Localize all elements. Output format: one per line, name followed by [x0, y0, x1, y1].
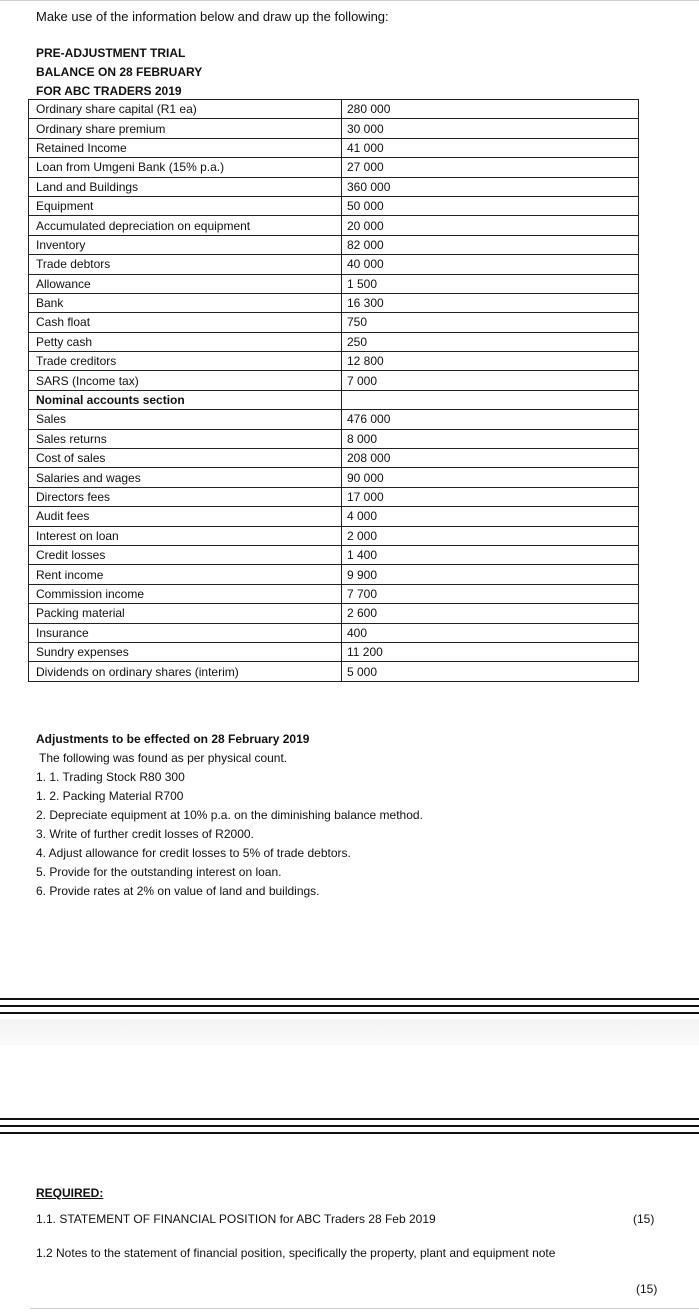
- trial-balance-heading-line-3: FOR ABC TRADERS 2019: [36, 84, 182, 98]
- trial-balance-table: [28, 99, 639, 682]
- trial-balance-heading-line-2: BALANCE ON 28 FEBRUARY: [36, 65, 203, 79]
- row-amount: 12 800: [342, 352, 639, 371]
- table-row: [29, 313, 639, 332]
- divider-line: [0, 1132, 699, 1134]
- table-row: [29, 526, 639, 545]
- row-amount: 7 000: [342, 371, 639, 390]
- table-row: [29, 196, 639, 215]
- table-row: [29, 119, 639, 138]
- row-amount: 2 600: [342, 604, 639, 623]
- table-row: [29, 468, 639, 487]
- row-amount: 30 000: [342, 119, 639, 138]
- row-amount: 50 000: [342, 196, 639, 215]
- table-row: [29, 371, 639, 390]
- row-label: Loan from Umgeni Bank (15% p.a.): [29, 158, 342, 177]
- table-row: [29, 138, 639, 157]
- row-label: SARS (Income tax): [29, 371, 342, 390]
- nominal-section-header-row: [29, 390, 639, 409]
- row-label: Cost of sales: [29, 449, 342, 468]
- table-row: [29, 158, 639, 177]
- row-label: Bank: [29, 293, 342, 312]
- row-amount: 20 000: [342, 216, 639, 235]
- row-amount: 82 000: [342, 235, 639, 254]
- table-row: [29, 274, 639, 293]
- row-label: Insurance: [29, 623, 342, 642]
- divider-line: [0, 1118, 699, 1120]
- row-label: Cash float: [29, 313, 342, 332]
- table-row: [29, 642, 639, 661]
- table-row: [29, 565, 639, 584]
- required-item-2: 1.2 Notes to the statement of financial position, specifically the property, plant and equipment note: [36, 1246, 556, 1260]
- table-row: [29, 662, 639, 681]
- required-item-1: 1.1. STATEMENT OF FINANCIAL POSITION for ABC Traders 28 Feb 2019: [36, 1212, 436, 1226]
- row-amount: 7 700: [342, 584, 639, 603]
- table-row: [29, 623, 639, 642]
- required-item-2-marks: (15): [636, 1282, 658, 1296]
- nominal-section-heading: Nominal accounts section: [29, 390, 342, 409]
- table-row: [29, 100, 639, 119]
- row-amount: 8 000: [342, 429, 639, 448]
- row-label: Salaries and wages: [29, 468, 342, 487]
- table-row: [29, 545, 639, 564]
- row-amount: 1 500: [342, 274, 639, 293]
- table-row: [29, 293, 639, 312]
- table-row: [29, 449, 639, 468]
- row-amount: 2 000: [342, 526, 639, 545]
- row-label: Dividends on ordinary shares (interim): [29, 662, 342, 681]
- adjustment-item: 5. Provide for the outstanding interest on loan.: [36, 865, 282, 879]
- required-heading: REQUIRED:: [36, 1186, 104, 1200]
- adjustments-section: [36, 730, 423, 901]
- row-label: Sundry expenses: [29, 642, 342, 661]
- adjustments-title: Adjustments to be effected on 28 February 2019: [36, 732, 310, 746]
- row-label: Trade debtors: [29, 255, 342, 274]
- adjustment-item: 4. Adjust allowance for credit losses to 5% of trade debtors.: [36, 846, 351, 860]
- row-amount: 17 000: [342, 487, 639, 506]
- table-row: [29, 352, 639, 371]
- row-label: Credit losses: [29, 545, 342, 564]
- row-label: Equipment: [29, 196, 342, 215]
- row-amount: 360 000: [342, 177, 639, 196]
- row-label: Directors fees: [29, 487, 342, 506]
- adjustments-subtitle: The following was found as per physical count.: [39, 751, 288, 765]
- row-amount: 280 000: [342, 100, 639, 119]
- row-label: Ordinary share capital (R1 ea): [29, 100, 342, 119]
- row-amount: 16 300: [342, 293, 639, 312]
- table-row: [29, 507, 639, 526]
- adjustment-item: 3. Write of further credit losses of R2000.: [36, 827, 254, 841]
- row-label: Commission income: [29, 584, 342, 603]
- divider-line: [0, 1005, 699, 1007]
- row-label: Sales returns: [29, 429, 342, 448]
- adjustment-item: 1. 2. Packing Material R700: [36, 789, 184, 803]
- row-label: Ordinary share premium: [29, 119, 342, 138]
- row-amount: 476 000: [342, 410, 639, 429]
- row-amount: 400: [342, 623, 639, 642]
- row-amount: 4 000: [342, 507, 639, 526]
- row-label: Sales: [29, 410, 342, 429]
- row-amount: 1 400: [342, 545, 639, 564]
- row-amount: 750: [342, 313, 639, 332]
- adjustment-item: 2. Depreciate equipment at 10% p.a. on the diminishing balance method.: [36, 808, 423, 822]
- row-label: Rent income: [29, 565, 342, 584]
- table-row: [29, 487, 639, 506]
- row-label: Packing material: [29, 604, 342, 623]
- row-amount: 41 000: [342, 138, 639, 157]
- trial-balance-heading-line-1: PRE-ADJUSTMENT TRIAL: [36, 46, 186, 60]
- row-amount: 27 000: [342, 158, 639, 177]
- row-label: Petty cash: [29, 332, 342, 351]
- table-row: [29, 255, 639, 274]
- divider-line: [0, 1125, 699, 1127]
- row-label: Retained Income: [29, 138, 342, 157]
- row-label: Interest on loan: [29, 526, 342, 545]
- row-amount: 40 000: [342, 255, 639, 274]
- table-row: [29, 177, 639, 196]
- divider-line: [0, 1012, 699, 1014]
- table-row: [29, 332, 639, 351]
- row-amount: 90 000: [342, 468, 639, 487]
- row-amount: 250: [342, 332, 639, 351]
- row-label: Allowance: [29, 274, 342, 293]
- table-row: [29, 410, 639, 429]
- nominal-section-empty-cell: [342, 390, 639, 409]
- row-amount: 9 900: [342, 565, 639, 584]
- top-border: [0, 0, 699, 1]
- row-label: Accumulated depreciation on equipment: [29, 216, 342, 235]
- table-row: [29, 429, 639, 448]
- bottom-border: [30, 1308, 699, 1309]
- adjustment-item: 6. Provide rates at 2% on value of land and buildings.: [36, 884, 320, 898]
- table-row: [29, 235, 639, 254]
- row-label: Land and Buildings: [29, 177, 342, 196]
- table-row: [29, 604, 639, 623]
- table-row: [29, 216, 639, 235]
- row-label: Audit fees: [29, 507, 342, 526]
- divider-line: [0, 998, 699, 1000]
- row-label: Inventory: [29, 235, 342, 254]
- page-gap-band: [0, 1019, 699, 1045]
- required-item-1-marks: (15): [633, 1212, 655, 1226]
- row-label: Trade creditors: [29, 352, 342, 371]
- row-amount: 208 000: [342, 449, 639, 468]
- row-amount: 5 000: [342, 662, 639, 681]
- table-row: [29, 584, 639, 603]
- row-amount: 11 200: [342, 642, 639, 661]
- intro-text: Make use of the information below and draw up the following:: [36, 9, 389, 24]
- adjustment-item: 1. 1. Trading Stock R80 300: [36, 770, 185, 784]
